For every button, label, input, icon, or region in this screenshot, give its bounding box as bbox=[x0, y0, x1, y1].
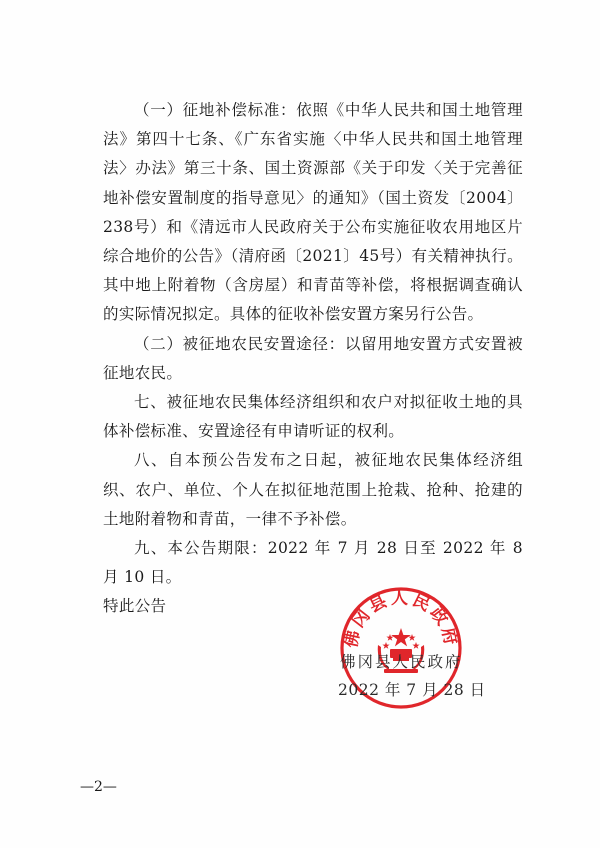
closing-remark: 特此公告 bbox=[103, 597, 167, 616]
paragraph-compensation-standard: （一）征地补偿标准：依照《中华人民共和国土地管理法》第四十七条、《广东省实施〈中华人民共和国土地管理法〉办法》第三十条、国土资源部《关于印发〈关于完善征地补偿安置制度的指导意见〉的通知》（国土资发〔2004〕238号）和《清远市人民政府关于公布实施征收农用地区片综合地价的公告》（清府函〔2021〕45号）有关精神执行。其中地上附着物（含房屋）和青苗等补偿，将根据调查确认的实际情况拟定。具体的征收补偿安置方案另行公告。 bbox=[103, 101, 523, 324]
paragraph-resettlement-method: （二）被征地农民安置途径：以留用地安置方式安置被征地农民。 bbox=[103, 334, 523, 382]
paragraph-no-compensation: 八、自本预公告发布之日起，被征地农民集体经济组织、农户、单位、个人在拟征地范围上抢栽、抢种、抢建的土地附着物和青苗，一律不予补偿。 bbox=[103, 451, 523, 528]
signature-block bbox=[340, 649, 500, 703]
seal-text: 佛冈县人民政府 bbox=[341, 588, 461, 650]
page-number: —2— bbox=[80, 779, 117, 795]
paragraph-notice-period: 九、本公告期限：2022 年 7 月 28 日至 2022 年 8 月 10 日。 bbox=[103, 539, 523, 587]
issue-date: 2022 年 7 月 28 日 bbox=[338, 681, 486, 699]
document-body bbox=[103, 96, 523, 622]
paragraph-hearing-rights: 七、被征地农民集体经济组织和农户对拟征收土地的具体补偿标准、安置途径有申请听证的权利。 bbox=[103, 393, 523, 441]
issuer-name: 佛冈县人民政府 bbox=[340, 653, 463, 671]
